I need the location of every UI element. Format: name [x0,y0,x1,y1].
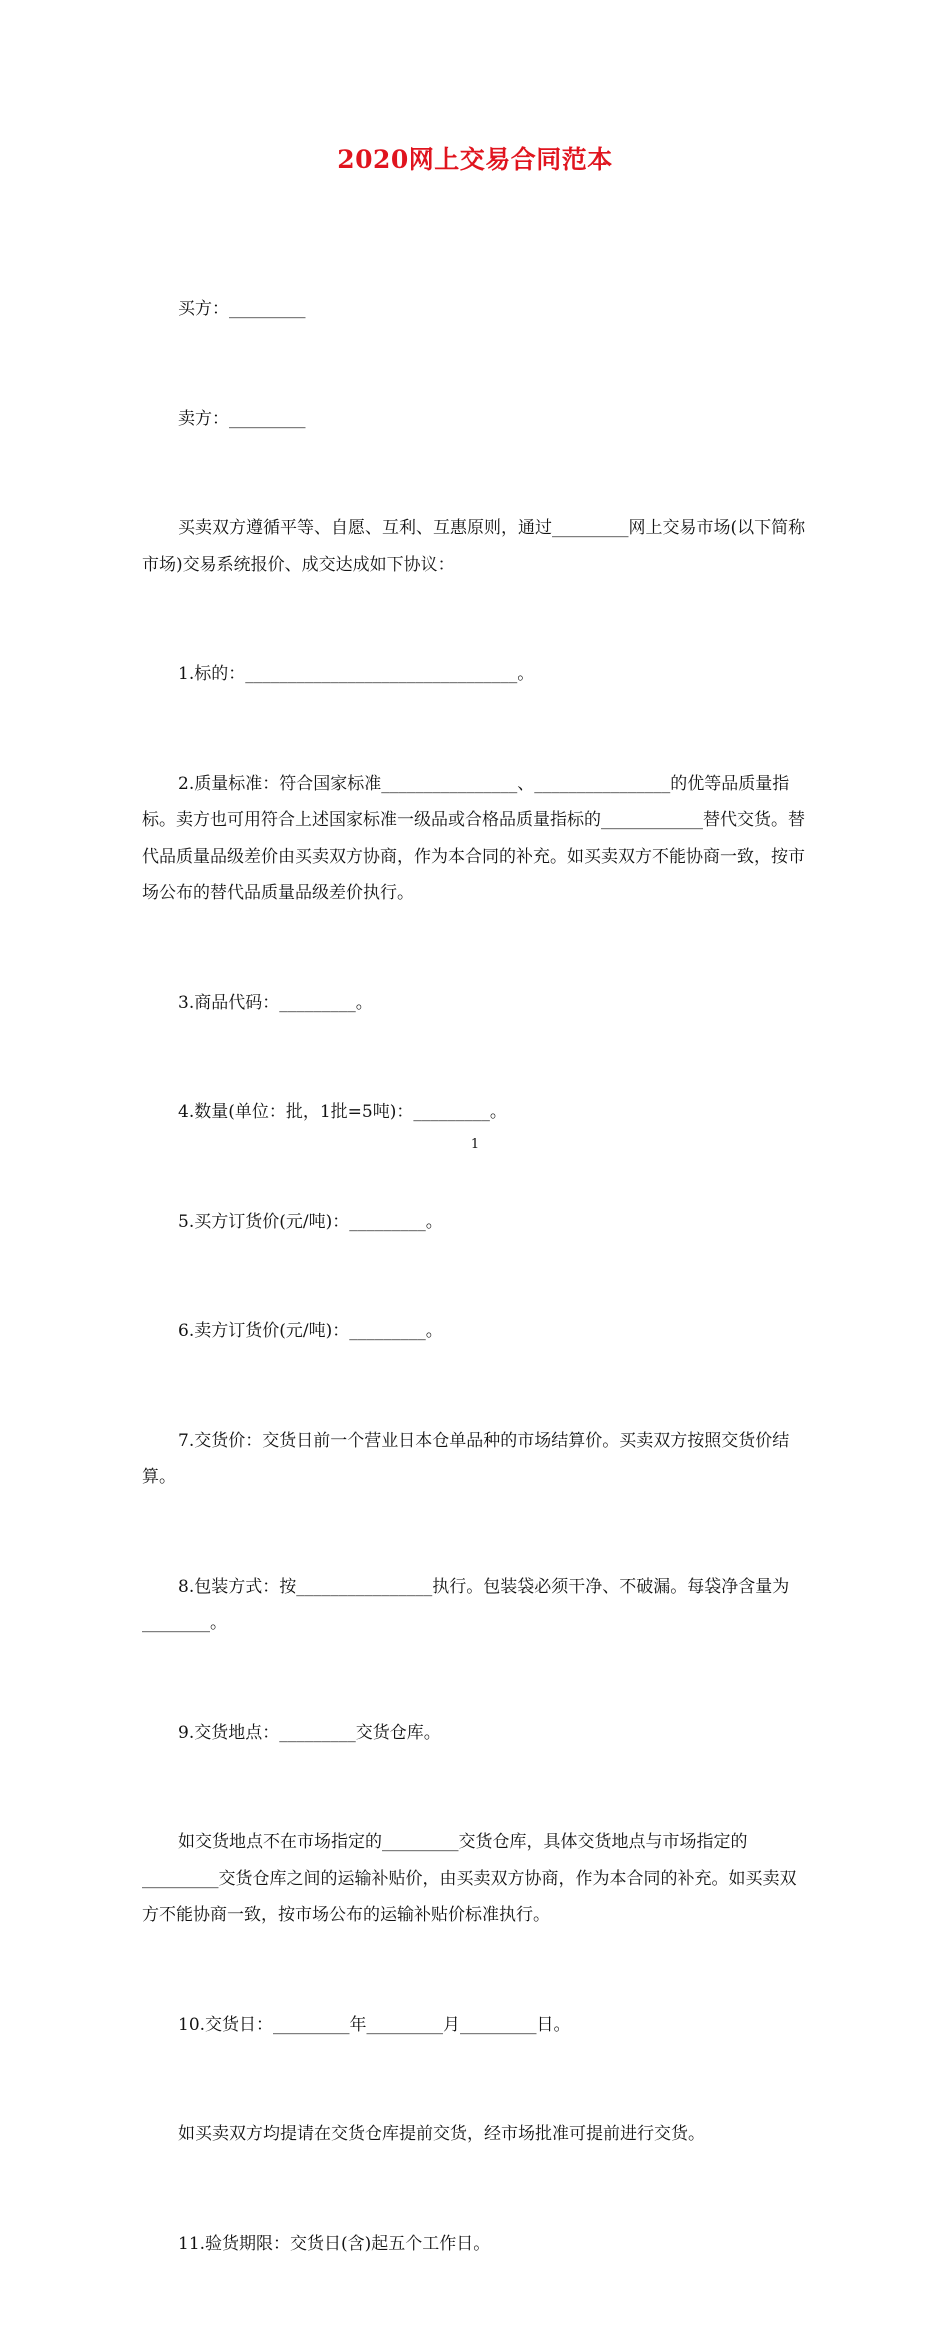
paragraph-seller-price: 6.卖方订货价(元/吨)：_________。 [178,1321,443,1341]
paragraph-principles: 买卖双方遵循平等、自愿、互利、互惠原则，通过_________网上交易市场(以下简称市场)交易系统报价、成交达成如下协议： [142,518,806,575]
document-body [142,218,810,2335]
paragraph-transport-subsidy: 如交货地点不在市场指定的_________交货仓库，具体交货地点与市场指定的_________交货仓库之间的运输补贴价，由买卖双方协商，作为本合同的补充。如买卖双方不能协商一致，按市场公布的运输补贴价标准执行。 [142,1832,797,1925]
paragraph-seller: 卖方：_________ [178,408,306,429]
paragraph-quantity: 4.数量(单位：批，1批=5吨)：_________。 [178,1102,507,1122]
paragraph-buyer: 买方：_________ [178,299,306,319]
paragraph-buyer-price: 5.买方订货价(元/吨)：_________。 [178,1211,443,1232]
page-number: 1 [470,1137,480,1152]
paragraph-packaging: 8.包装方式：按________________执行。包装袋必须干净、不破漏。每袋净含量为________。 [142,1576,790,1633]
paragraph-product-code: 3.商品代码：_________。 [178,992,373,1013]
paragraph-quality-standard: 2.质量标准：符合国家标准________________、________________的优等品质量指标。卖方也可用符合上述国家标准一级品或合格品质量指标的____________替代交货。替代品质量品级差价由买卖双方协商，作为本合同的补充。如买卖双方不能协商一致，按市场公布的替代品质量品级差价执行。 [142,773,805,903]
document-title: 2020网上交易合同范本 [337,145,613,174]
paragraph-delivery-price: 7.交货价：交货日前一个营业日本仓单品种的市场结算价。买卖双方按照交货价结算。 [142,1430,790,1487]
paragraph-subject: 1.标的：________________________________。 [178,664,535,684]
paragraph-early-delivery: 如买卖双方均提请在交货仓库提前交货，经市场批准可提前进行交货。 [178,2124,705,2144]
paragraph-delivery-location: 9.交货地点：_________交货仓库。 [178,1722,441,1743]
paragraph-delivery-date: 10.交货日：_________年_________月_________日。 [178,2014,571,2035]
paragraph-inspection-period: 11.验货期限：交货日(含)起五个工作日。 [178,2233,491,2254]
